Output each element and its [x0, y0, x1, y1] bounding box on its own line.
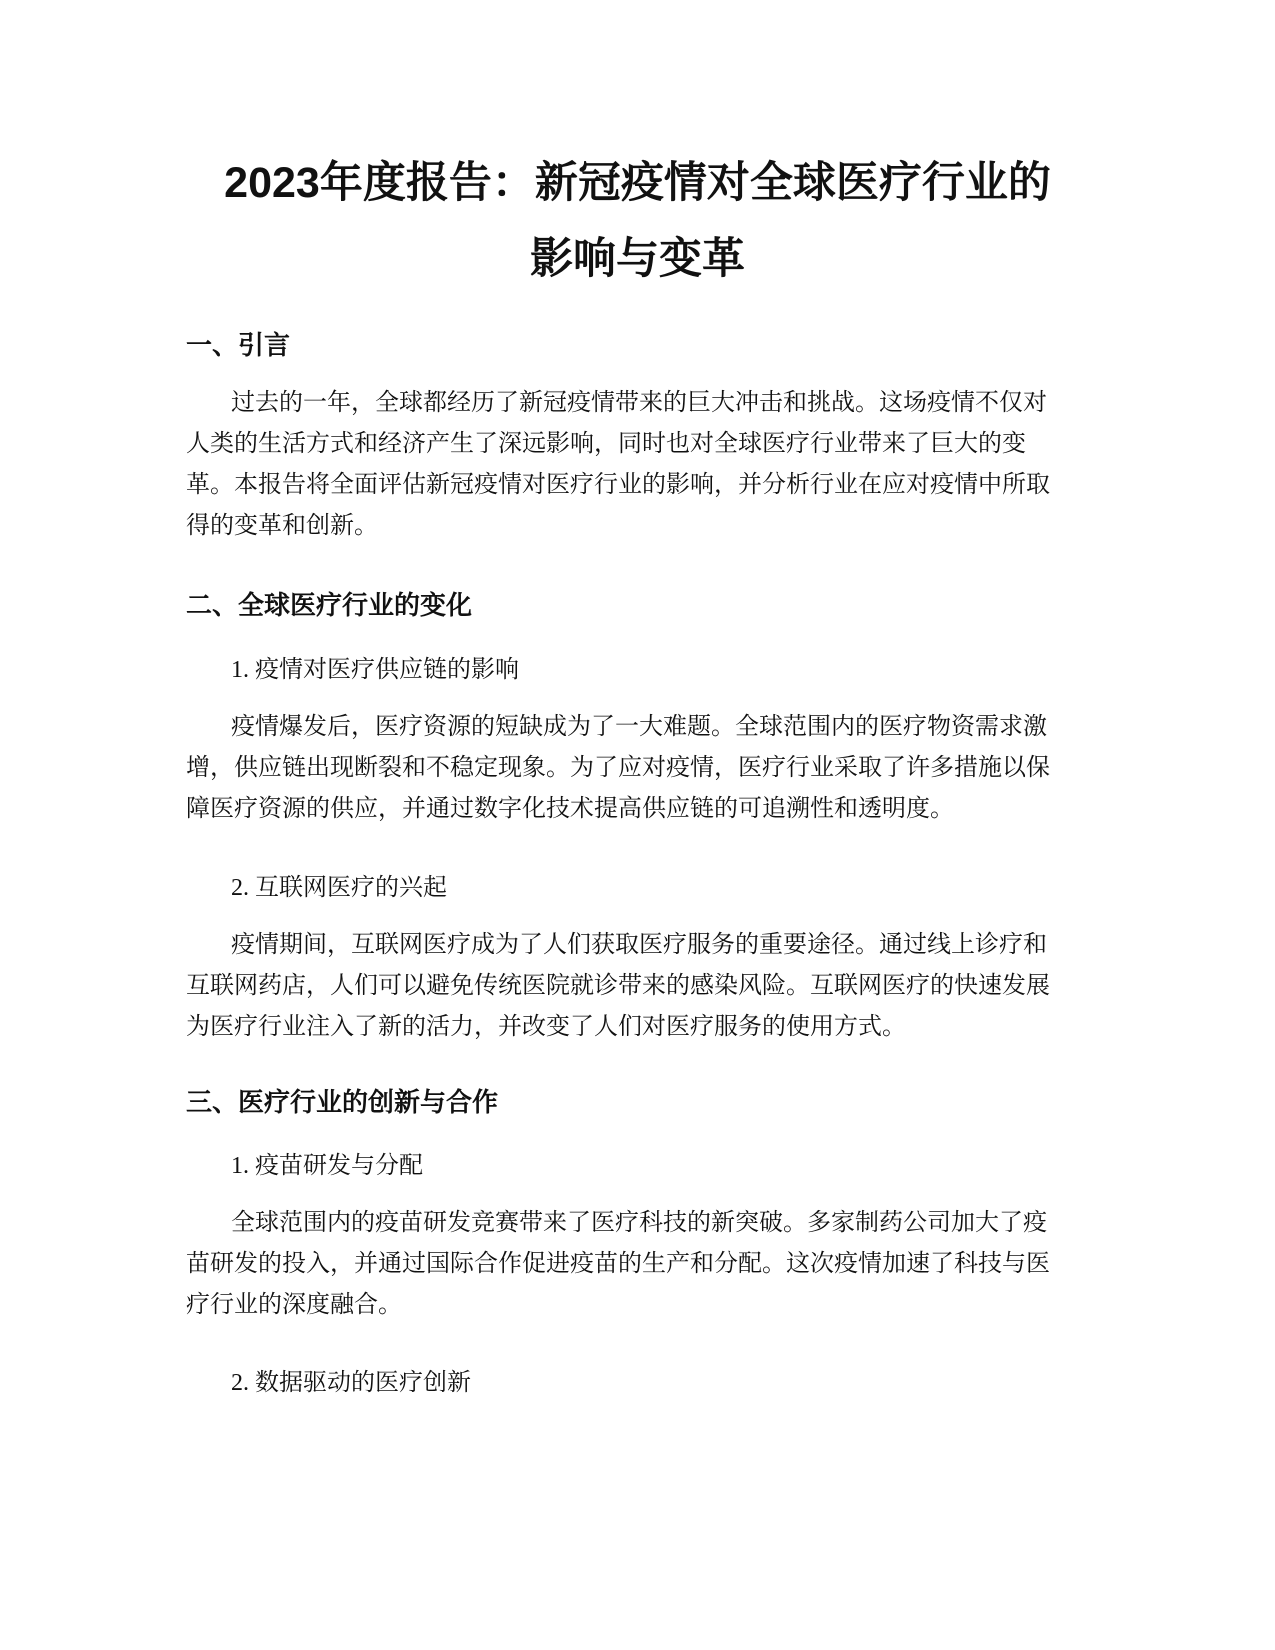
section-heading-industry-changes: 二、全球医疗行业的变化: [186, 590, 473, 620]
subsection-title-supply-chain: 1. 疫情对医疗供应链的影响: [231, 657, 519, 683]
subsection-title-data-driven: 2. 数据驱动的医疗创新: [231, 1370, 471, 1396]
introduction-paragraph: [186, 383, 1086, 547]
paragraph-line: 过去的一年，全球都经历了新冠疫情带来的巨大冲击和挑战。这场疫情不仅对: [231, 390, 1047, 416]
supply-chain-paragraph: [186, 707, 1086, 830]
paragraph-line: 疗行业的深度融合。: [186, 1292, 402, 1318]
paragraph-line: 得的变革和创新。: [186, 513, 378, 539]
paragraph-line: 苗研发的投入，并通过国际合作促进疫苗的生产和分配。这次疫情加速了科技与医: [186, 1251, 1050, 1277]
paragraph-line: 增，供应链出现断裂和不稳定现象。为了应对疫情，医疗行业采取了许多措施以保: [186, 755, 1050, 781]
paragraph-line: 互联网药店，人们可以避免传统医院就诊带来的感染风险。互联网医疗的快速发展: [186, 973, 1050, 999]
paragraph-line: 全球范围内的疫苗研发竞赛带来了医疗科技的新突破。多家制药公司加大了疫: [231, 1210, 1047, 1236]
paragraph-line: 疫情期间，互联网医疗成为了人们获取医疗服务的重要途径。通过线上诊疗和: [231, 932, 1047, 958]
section-heading-introduction: 一、引言: [186, 330, 291, 360]
section-heading-innovation: 三、医疗行业的创新与合作: [186, 1087, 499, 1117]
paragraph-line: 为医疗行业注入了新的活力，并改变了人们对医疗服务的使用方式。: [186, 1014, 906, 1040]
report-title-line-1: 2023年度报告：新冠疫情对全球医疗行业的: [224, 159, 1051, 207]
report-title-line-2: 影响与变革: [530, 235, 745, 283]
paragraph-line: 障医疗资源的供应，并通过数字化技术提高供应链的可追溯性和透明度。: [186, 796, 954, 822]
paragraph-line: 疫情爆发后，医疗资源的短缺成为了一大难题。全球范围内的医疗物资需求激: [231, 714, 1047, 740]
vaccine-paragraph: [186, 1203, 1086, 1326]
paragraph-line: 人类的生活方式和经济产生了深远影响，同时也对全球医疗行业带来了巨大的变: [186, 431, 1026, 457]
paragraph-line: 革。本报告将全面评估新冠疫情对医疗行业的影响，并分析行业在应对疫情中所取: [186, 472, 1050, 498]
internet-healthcare-paragraph: [186, 925, 1086, 1048]
subsection-title-internet-healthcare: 2. 互联网医疗的兴起: [231, 875, 447, 901]
subsection-title-vaccine: 1. 疫苗研发与分配: [231, 1153, 423, 1179]
